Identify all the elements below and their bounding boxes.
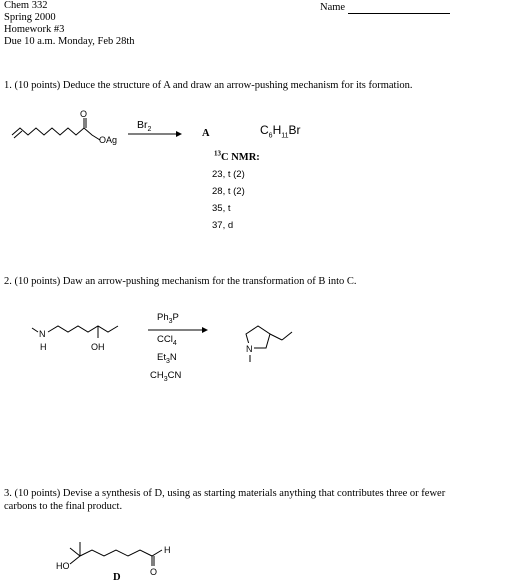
q2-reagent: $Ph_3P$ (157, 312, 179, 325)
q2-hydroxyl: OH (91, 342, 105, 352)
q1-nmr-title: $^{13}$C NMR: (214, 149, 260, 163)
q1-nmr-peak: 35, t (212, 203, 231, 214)
q2-amine-n: N (39, 329, 46, 339)
q1-oag-label: OAg (99, 135, 118, 145)
due-date: Due 10 a.m. Monday, Feb 28th (4, 36, 135, 47)
q1-reagent: $Br_2$ (137, 119, 152, 134)
q2-reagent: CCl$_4$ (157, 334, 177, 347)
q3-aldehyde-o: O (150, 567, 158, 577)
q1-product-label: A (202, 128, 210, 139)
q1-nmr-peak: 37, d (212, 220, 234, 231)
q3-prompt-line2: carbons to the final product. (4, 501, 123, 512)
q3-target-label: D (113, 572, 121, 583)
q2-amine-h: H (40, 342, 47, 352)
q2-reagent: $Et_3N$ (157, 352, 177, 365)
q3-aldehyde-h: H (164, 545, 171, 555)
term: Spring 2000 (4, 12, 56, 23)
q3-hydroxyl: HO (56, 561, 70, 571)
q1-nmr-peak: 28, t (2) (212, 186, 245, 197)
course-title: Chem 332 (4, 0, 48, 11)
q1-prompt: 1. (10 points) Deduce the structure of A and draw an arrow-pushing mechanism for its formation. (4, 80, 413, 91)
q1-nmr-peak: 23, t (2) (212, 169, 245, 180)
name-label: Name (320, 2, 346, 13)
q3-prompt-line1: 3. (10 points) Devise a synthesis of D, using as starting materials anything that contributes three or fewer (4, 488, 446, 499)
q2-prompt: 2. (10 points) Daw an arrow-pushing mechanism for the transformation of B into C. (4, 276, 357, 287)
q1-carbonyl-o: O (80, 109, 88, 119)
homework-number: Homework #3 (4, 24, 65, 35)
q1-formula: $C_6H_{11}Br$ (260, 123, 301, 140)
q2-reagent: $CH_3CN$ (150, 370, 182, 383)
q2-product-n: N (246, 344, 253, 354)
